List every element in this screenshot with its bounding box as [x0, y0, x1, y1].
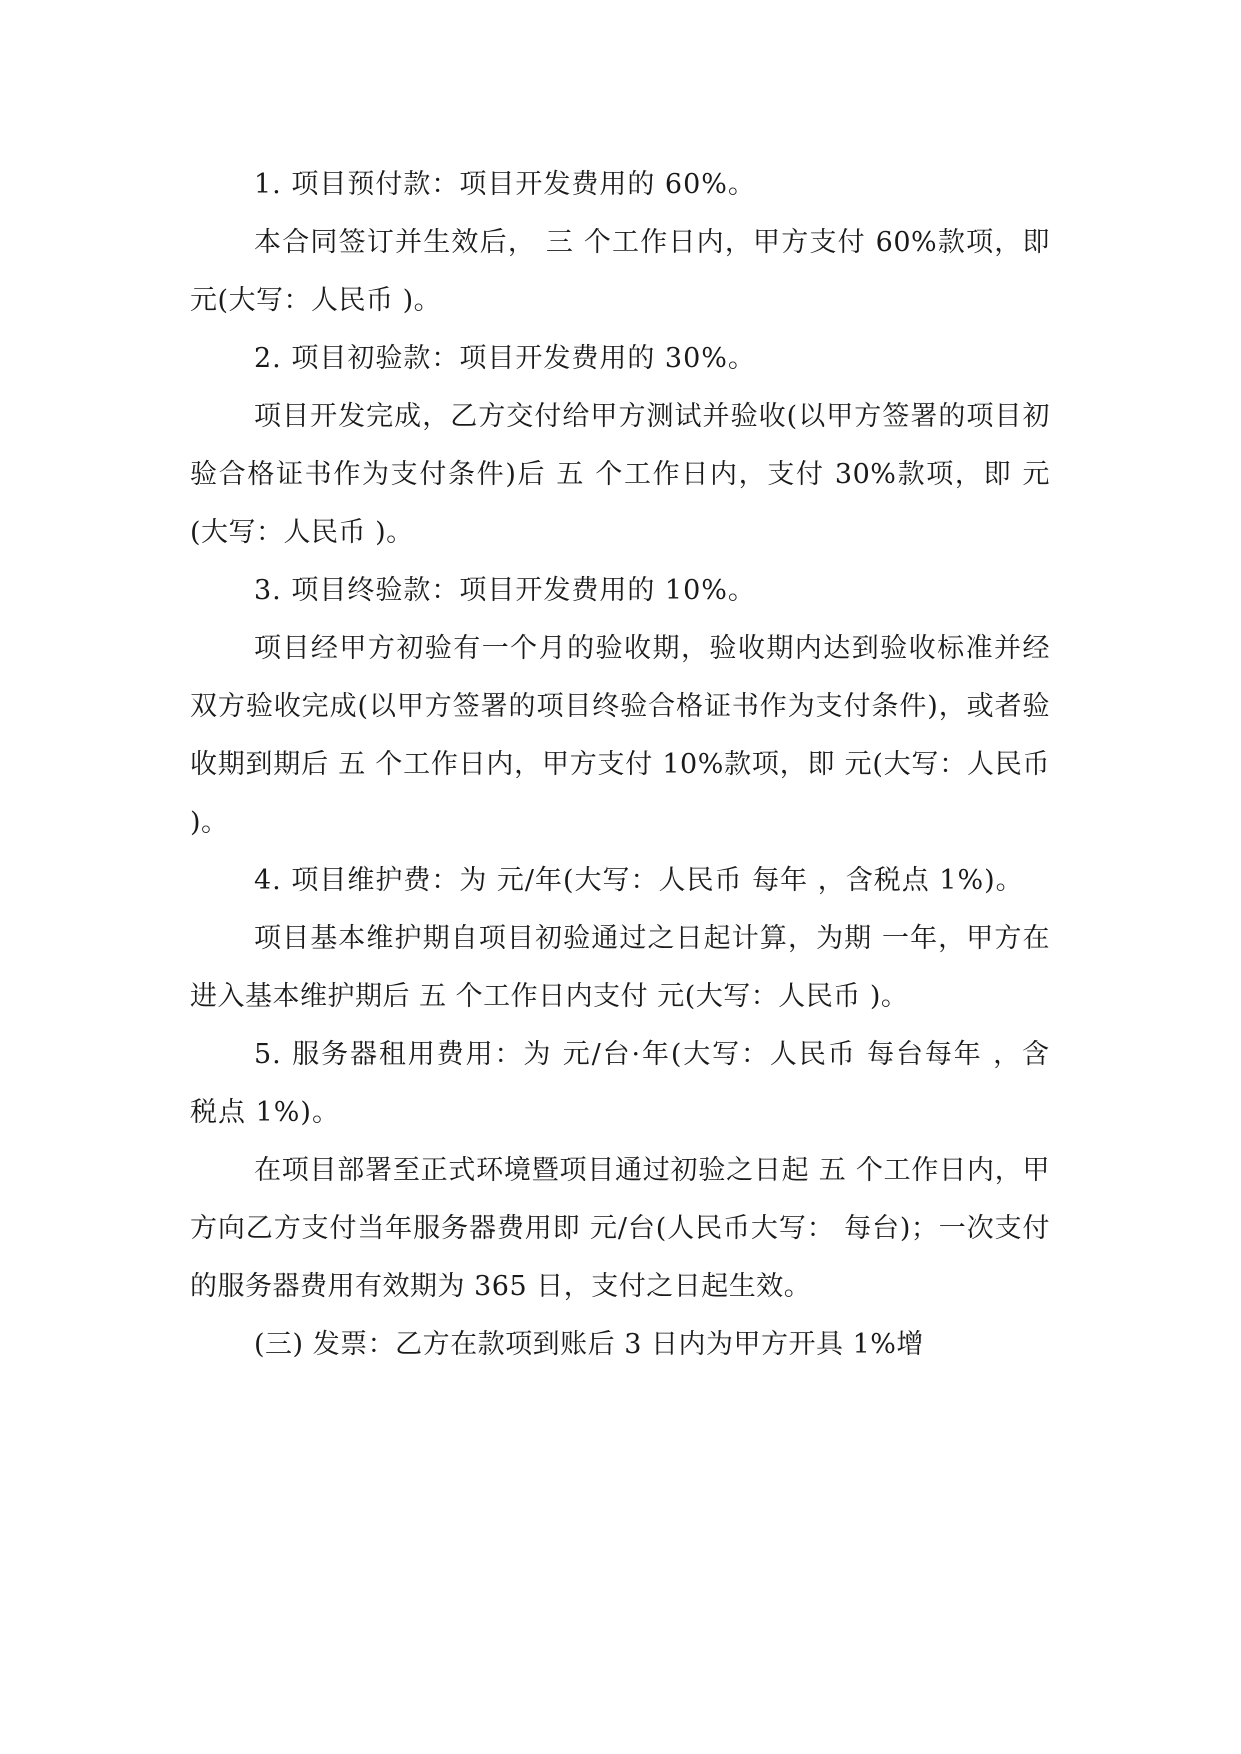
clause-3-heading: 3. 项目终验款：项目开发费用的 10%。 [254, 575, 756, 606]
clause-5-body: 在项目部署至正式环境暨项目通过初验之日起 五 个工作日内，甲方向乙方支付当年服务器费用即 元/台(人民币大写： 每台)；一次支付的服务器费用有效期为 365 日，支付之日起生效。 [190, 1155, 1050, 1302]
document-body [190, 156, 1050, 1374]
clause-1-body: 本合同签订并生效后， 三 个工作日内，甲方支付 60%款项，即 元(大写：人民币 )。 [190, 227, 1050, 316]
clause-3-body: 项目经甲方初验有一个月的验收期，验收期内达到验收标准并经双方验收完成(以甲方签署的项目终验合格证书作为支付条件)，或者验收期到期后 五 个工作日内，甲方支付 10%款项，即 元(大写：人民币 )。 [190, 633, 1050, 838]
clause-4-heading: 4. 项目维护费：为 元/年(大写：人民币 每年 ，含税点 1%)。 [254, 865, 1024, 896]
clause-2-heading: 2. 项目初验款：项目开发费用的 30%。 [254, 343, 756, 374]
clause-2-body: 项目开发完成，乙方交付给甲方测试并验收(以甲方签署的项目初验合格证书作为支付条件)后 五 个工作日内，支付 30%款项，即 元(大写：人民币 )。 [190, 401, 1050, 548]
clause-5-heading: 5. 服务器租用费用：为 元/台·年(大写：人民币 每台每年 ，含税点 1%)。 [190, 1039, 1050, 1128]
clause-4-body: 项目基本维护期自项目初验通过之日起计算，为期 一年，甲方在进入基本维护期后 五 个工作日内支付 元(大写：人民币 )。 [190, 923, 1050, 1012]
clause-1-heading: 1. 项目预付款：项目开发费用的 60%。 [254, 169, 756, 200]
invoice-clause: (三) 发票：乙方在款项到账后 3 日内为甲方开具 1%增 [254, 1329, 924, 1360]
